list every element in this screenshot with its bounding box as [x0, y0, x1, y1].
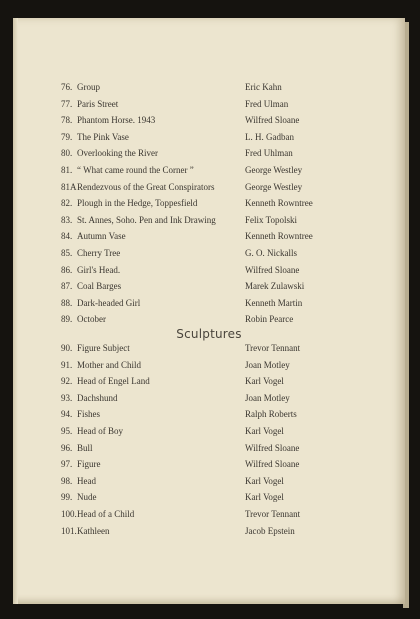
- catalogue-entry: [13, 476, 405, 491]
- entry-artist: Wilfred Sloane: [245, 264, 300, 275]
- entry-artist: Trevor Tennant: [245, 343, 301, 353]
- entry-number: 101.: [61, 525, 77, 536]
- entry-number: 82.: [61, 198, 73, 209]
- entry-number: 100.: [61, 509, 77, 519]
- entry-number: 94.: [61, 409, 73, 420]
- entry-title: The Pink Vase: [77, 131, 129, 142]
- catalogue-entry: [13, 148, 405, 163]
- catalogue-entry: [13, 443, 405, 458]
- entry-title: October: [77, 314, 106, 325]
- entry-artist: Joan Motley: [245, 359, 290, 370]
- catalogue-entry: [13, 165, 405, 180]
- entry-artist: Kenneth Rowntree: [245, 231, 313, 242]
- catalogue-entry: [13, 492, 405, 507]
- entry-number: 85.: [61, 248, 73, 258]
- entry-number: 89.: [61, 314, 73, 325]
- entry-artist: Joan Motley: [245, 392, 290, 403]
- entry-title: Phantom Horse. 1943: [77, 115, 156, 126]
- entry-artist: Eric Kahn: [245, 82, 282, 92]
- entry-title: Coal Barges: [77, 281, 122, 292]
- entry-number: 86.: [61, 264, 73, 275]
- catalogue-entry: [13, 82, 405, 97]
- catalogue-entry: [13, 248, 405, 263]
- entry-title: Dark-headed Girl: [77, 297, 141, 308]
- entry-number: 91.: [61, 359, 73, 370]
- entry-title: Group: [77, 82, 100, 92]
- entry-title: Figure Subject: [77, 343, 130, 353]
- entry-title: Cherry Tree: [77, 248, 121, 258]
- entry-artist: Kenneth Martin: [245, 297, 303, 308]
- entry-number: 79.: [61, 131, 73, 142]
- catalogue-entry: [13, 360, 405, 375]
- entry-artist: G. O. Nickalls: [245, 248, 297, 258]
- catalogue-entry: [13, 343, 405, 358]
- entry-number: 87.: [61, 281, 73, 292]
- entry-number: 84.: [61, 231, 73, 242]
- entry-artist: Fred Uhlman: [245, 148, 293, 159]
- entry-title: Overlooking the River: [77, 148, 158, 159]
- entry-title: Bull: [77, 442, 93, 453]
- catalogue-entry: [13, 182, 405, 197]
- entry-artist: Karl Vogel: [245, 376, 284, 387]
- entry-title: Plough in the Hedge, Toppesfield: [77, 198, 198, 209]
- sculptures-heading: Sculptures: [176, 327, 242, 341]
- entry-title: Head of Engel Land: [77, 376, 150, 387]
- entry-number: 81A: [61, 181, 77, 192]
- entry-title: Dachshund: [77, 392, 118, 403]
- entry-number: 93.: [61, 392, 73, 403]
- entry-title: Girl's Head.: [77, 264, 121, 275]
- entry-artist: Karl Vogel: [245, 475, 284, 486]
- entry-title: Mother and Child: [77, 359, 141, 370]
- catalogue-entry: [13, 115, 405, 130]
- entry-title: “ What came round the Corner ”: [77, 165, 194, 175]
- entry-title: Paris Street: [77, 98, 119, 109]
- entry-artist: Wilfred Sloane: [245, 442, 300, 453]
- catalogue-entry: [13, 376, 405, 391]
- entry-number: 92.: [61, 376, 73, 387]
- entry-number: 96.: [61, 442, 73, 453]
- entry-artist: Kenneth Rowntree: [245, 198, 313, 209]
- catalogue-entry: [13, 99, 405, 114]
- entry-title: Head of a Child: [77, 509, 135, 519]
- entry-artist: Karl Vogel: [245, 426, 284, 436]
- catalogue-entry: [13, 198, 405, 213]
- entry-artist: Ralph Roberts: [245, 409, 297, 420]
- entry-number: 98.: [61, 475, 73, 486]
- entry-title: Rendezvous of the Great Conspirators: [77, 181, 215, 192]
- entry-title: St. Annes, Soho. Pen and Ink Drawing: [77, 214, 216, 225]
- catalogue-entry: [13, 298, 405, 313]
- catalogue-entry: [13, 393, 405, 408]
- catalogue-entry: [13, 132, 405, 147]
- entry-title: Kathleen: [77, 525, 110, 536]
- entry-number: 80.: [61, 148, 73, 159]
- catalogue-entry: [13, 281, 405, 296]
- entry-artist: Jacob Epstein: [245, 525, 295, 536]
- entry-title: Nude: [77, 492, 97, 503]
- entry-title: Fishes: [77, 409, 101, 420]
- entry-number: 81.: [61, 165, 73, 175]
- catalogue-entry: [13, 526, 405, 541]
- catalogue-entry: [13, 409, 405, 424]
- entry-artist: George Westley: [245, 181, 303, 192]
- entry-title: Head of Boy: [77, 426, 123, 436]
- entry-artist: Wilfred Sloane: [245, 115, 300, 126]
- entry-number: 83.: [61, 214, 73, 225]
- catalogue-entry: [13, 509, 405, 524]
- entry-number: 76.: [61, 82, 73, 92]
- entry-artist: L. H. Gadban: [245, 131, 294, 142]
- catalogue-page: [13, 18, 405, 604]
- entry-artist: Marek Zulawski: [245, 281, 305, 292]
- catalogue-entry: [13, 215, 405, 230]
- entry-artist: Trevor Tennant: [245, 509, 301, 519]
- entry-number: 77.: [61, 98, 73, 109]
- entry-number: 99.: [61, 492, 73, 503]
- catalogue-entry: [13, 426, 405, 441]
- entry-artist: Wilfred Sloane: [245, 459, 300, 470]
- catalogue-entry: [13, 265, 405, 280]
- catalogue-entry: [13, 231, 405, 246]
- entry-number: 90.: [61, 343, 73, 353]
- entry-number: 88.: [61, 297, 73, 308]
- entry-artist: George Westley: [245, 165, 303, 175]
- entry-artist: Felix Topolski: [245, 214, 297, 225]
- catalogue-entry: [13, 459, 405, 474]
- entry-title: Autumn Vase: [77, 231, 126, 242]
- entry-artist: Robin Pearce: [245, 314, 294, 325]
- entry-artist: Karl Vogel: [245, 492, 284, 503]
- entry-number: 78.: [61, 115, 73, 126]
- entry-artist: Fred Ulman: [245, 98, 289, 109]
- entry-number: 95.: [61, 426, 73, 436]
- entry-number: 97.: [61, 459, 73, 470]
- entry-title: Figure: [77, 459, 101, 470]
- entry-title: Head: [77, 475, 96, 486]
